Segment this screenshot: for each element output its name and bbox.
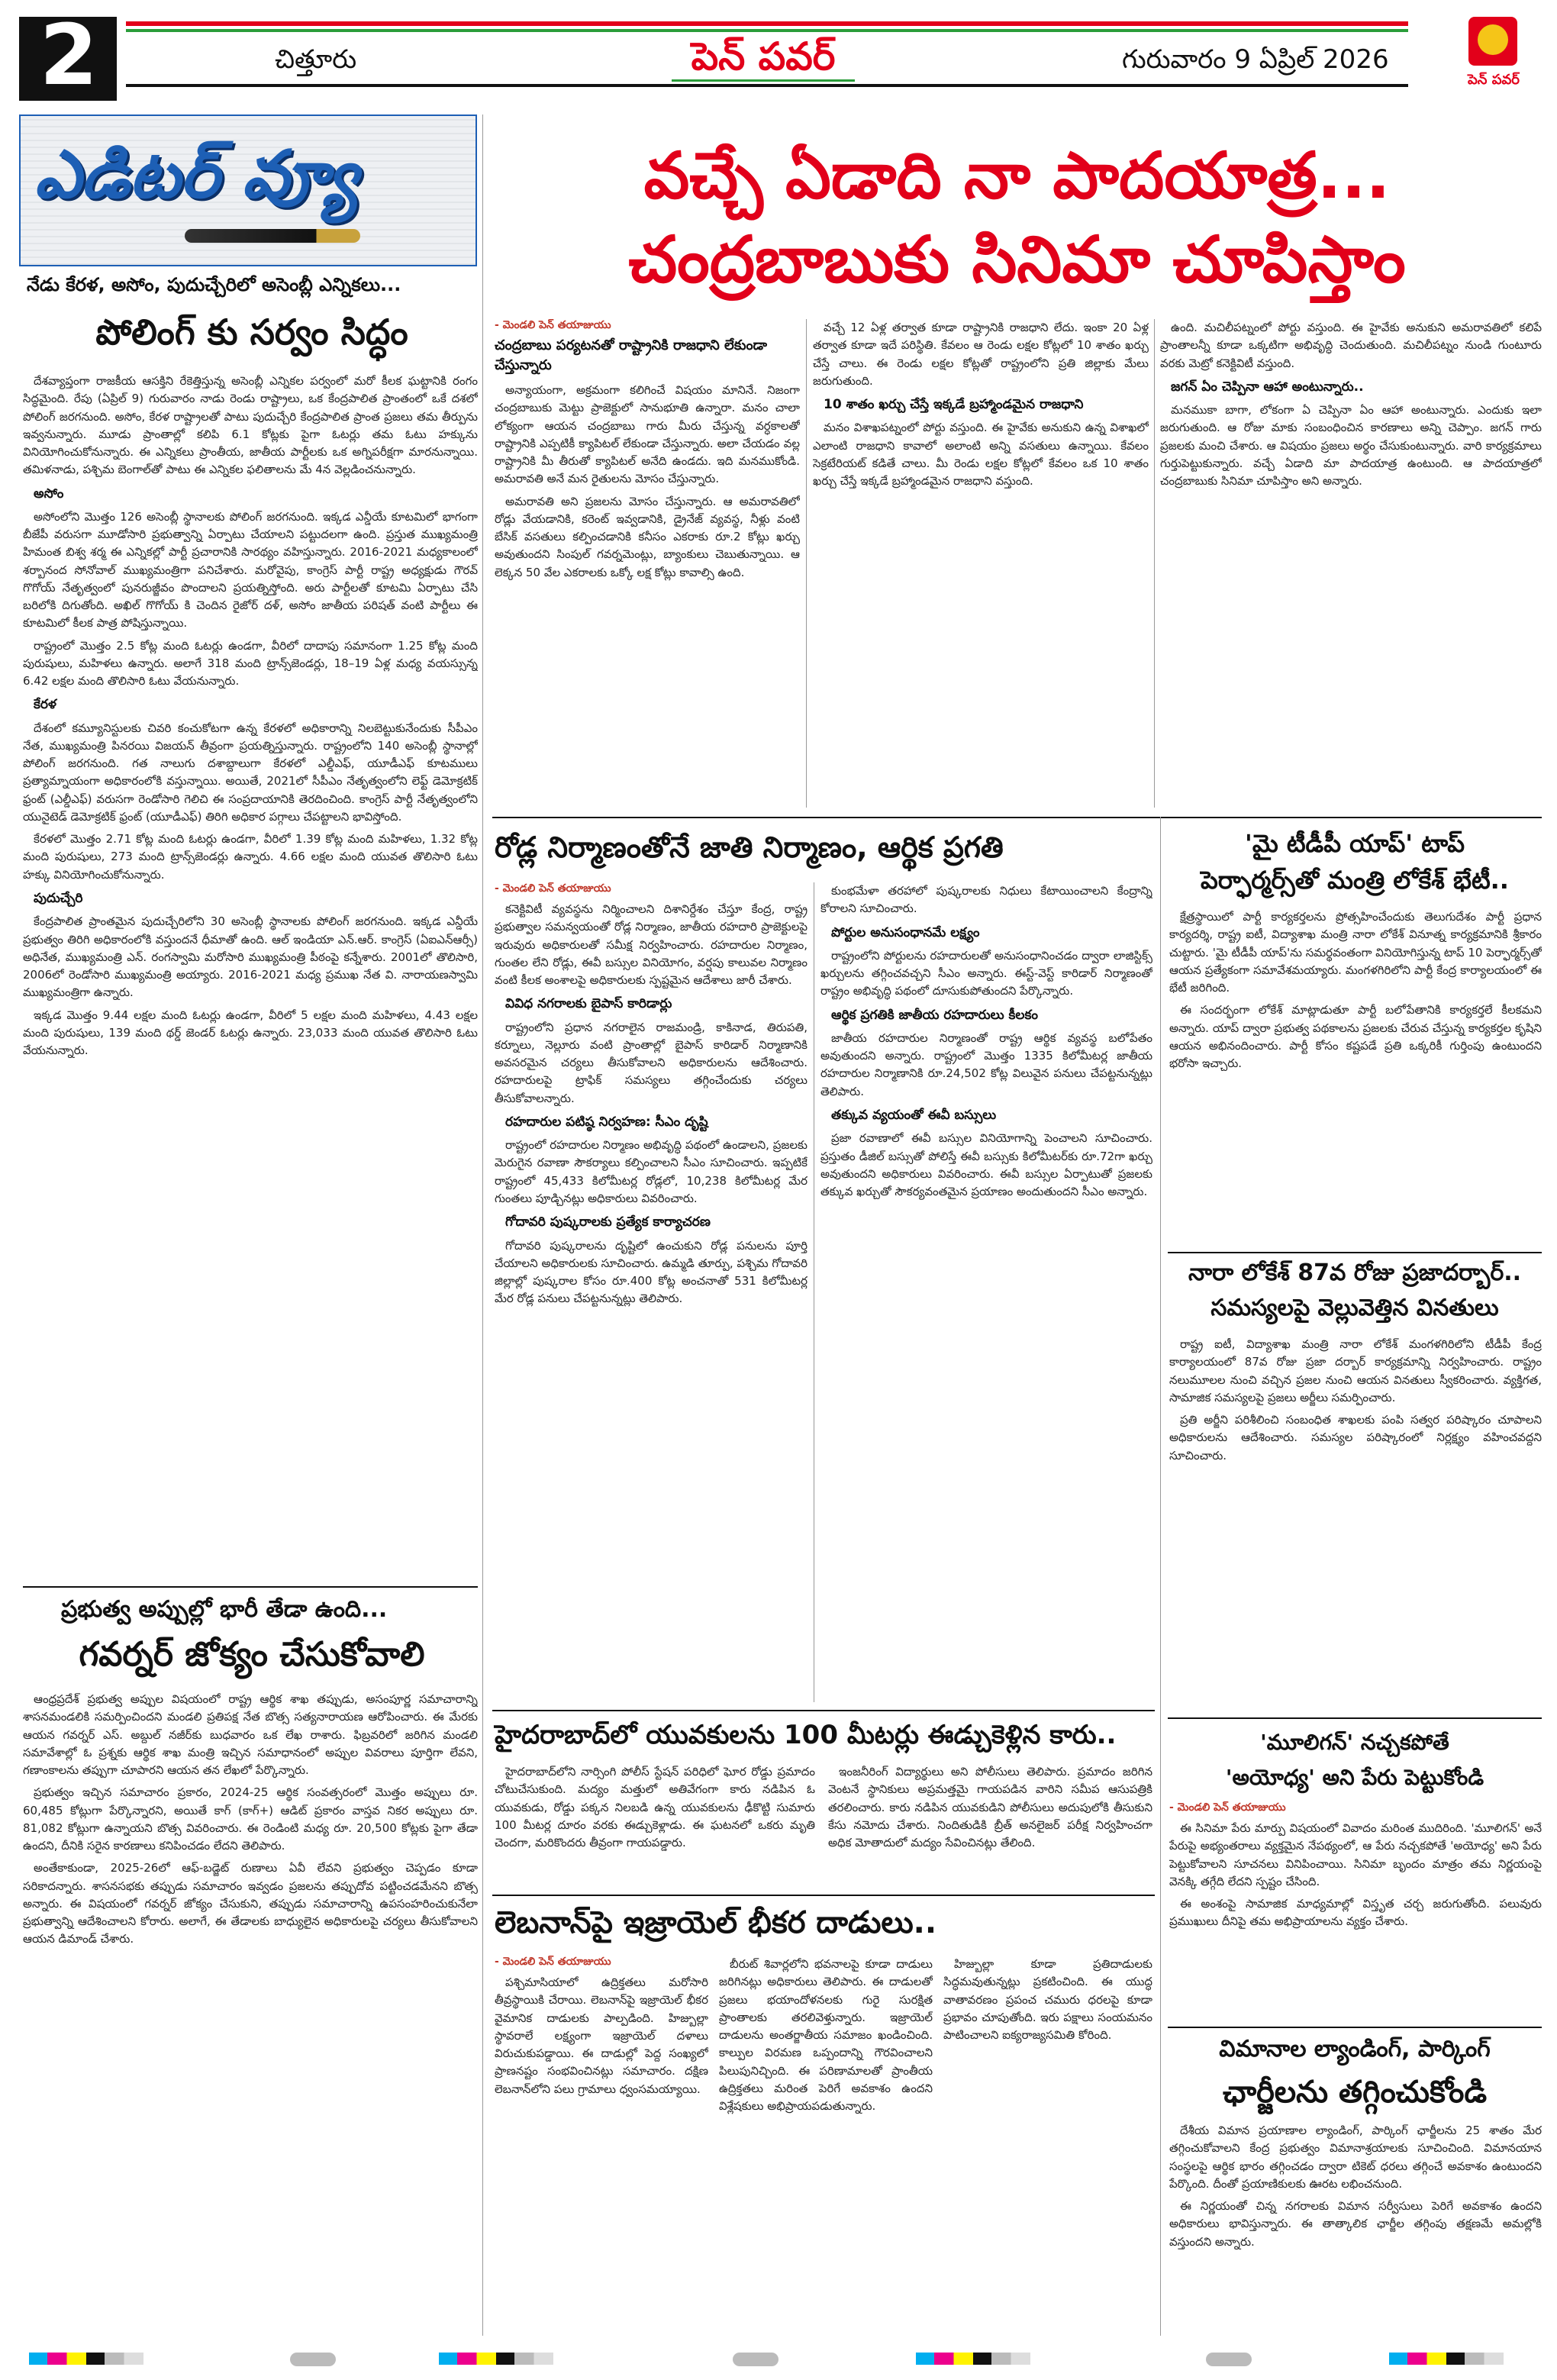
airport-divider <box>1168 2027 1542 2028</box>
page-number: 2 <box>39 6 98 104</box>
paper-logo <box>1452 14 1536 104</box>
editor-view-subhead: పుదుచ్చేరి <box>34 890 83 906</box>
masthead <box>0 0 1557 114</box>
pen-icon <box>185 229 360 243</box>
roads-body-col1 <box>495 901 808 1702</box>
ayodhya-headline-line1: 'మూలిగన్' నచ్చకపోతే <box>1260 1730 1449 1755</box>
ayodhya-byline: - మెండలి పెన్ తయాజుయు <box>1169 1801 1286 1814</box>
editor-view-banner <box>19 114 477 266</box>
lead-headline-line1: వచ్చే ఏడాది నా పాదయాత్ర... <box>643 138 1391 213</box>
lead-para: అమరావతి అని ప్రజలను మోసం చేస్తున్నారు. ఆ అమరావతిలో రోడ్లు వేయడానికి, కరెంట్ ఇవ్వడానికి, డ్రైనేజ్ వ్యవస్థ, నీళ్లు వంటి బేసిక్ వసతులు కల్పించడానికి కనీసం ఎకరాకు రూ.2 కోట్లు ఖర్చు అవుతుందని సింపుల్ గవర్నమెంట్లు, బ్యాంకులు చెబుతున్నాయి. ఆ లెక్కన 50 వేల ఎకరాలకు ఒక్కో లక్ష కోట్లు కావాల్సి ఉంది. <box>495 494 800 579</box>
column-rule-right <box>1160 817 1161 2336</box>
cmyk-strip-2 <box>439 2353 553 2365</box>
lead-subhead-3: జగన్ ఏం చెప్పినా ఆహా అంటున్నారు.. <box>1171 379 1364 395</box>
editor-view-para: ఇక్కడ మొత్తం 9.44 లక్షల మంది ఓటర్లు ఉండగా, వీరిలో 5 లక్షల మంది మహిళలు, 4.43 లక్షల మంది పురుషులు, 139 మంది థర్డ్ జెండర్ ఓటర్లు ఉన్నారు. 23,033 మంది యువత తొలిసారి ఓటు వేయనున్నారు. <box>23 1008 478 1058</box>
editor-view-kicker: నేడు కేరళ, అసోం, పుదుచ్చేరిలో అసెంబ్లీ ఎన్నికలు... <box>27 274 401 295</box>
governor-body <box>23 1691 478 2332</box>
roads-para: జాతీయ రహదారుల నిర్మాణంతో రాష్ట్ర ఆర్థిక వ్యవస్థ బలోపేతం అవుతుందని అన్నారు. రాష్ట్రంలో మొత్తం 1335 కిలోమీటర్ల జాతీయ రహదారుల నిర్మాణానికి రూ.24,502 కోట్ల విలువైన పనులు చేపట్టనున్నట్లు తెలిపారు. <box>820 1030 1152 1098</box>
lead-para: వచ్చే 12 ఏళ్ల తర్వాత కూడా రాష్ట్రానికి రాజధాని లేదు. ఇంకా 20 ఏళ్ల తర్వాత కూడా ఇదే పరిస్థితి. కేవలం ఆ రెండు లక్షల కోట్లలో 10 శాతం ఖర్చు చేస్తే చాలు. ఈ రెండు లక్షల కోట్లతో రాష్ట్రంలోని ప్రతి జిల్లాకు మేలు జరుగుతుంది. <box>813 321 1149 388</box>
lebanon-body-col1 <box>495 1974 708 2333</box>
registration-pill-1 <box>290 2353 336 2366</box>
lebanon-body-col3 <box>943 1956 1152 2333</box>
column-rule-left <box>482 114 483 2336</box>
registration-pill-2 <box>733 2353 778 2366</box>
editor-view-para: దేశంలో కమ్యూనిస్టులకు చివరి కంచుకోటగా ఉన్న కేరళలో అధికారాన్ని నిలబెట్టుకునేందుకు సీపీఎం నేత, ముఖ్యమంత్రి పినరయి విజయన్ తీవ్రంగా ప్రయత్నిస్తున్నారు. రాష్ట్రంలోని 140 అసెంబ్లీ స్థానాల్లో పోలింగ్ జరగనుంది. గత నాలుగు దశాబ్దాలుగా కేరళలో ఎల్డీఎఫ్, యూడీఎఫ్ కూటములు ప్రత్యామ్నాయంగా అధికారంలోకి వస్తున్నాయి. అయితే, 2021లో సీపీఎం నేతృత్వంలోని లెఫ్ట్ డెమోక్రటిక్ ఫ్రంట్ (ఎల్డీఎఫ్) వరుసగా రెండోసారి గెలిచి ఈ సంప్రదాయానికి తెరదించింది. కాంగ్రెస్ పార్టీ నేతృత్వంలోని యునైటెడ్ డెమోక్రటిక్ ఫ్రంట్ (యూడీఎఫ్) తిరిగి అధికార పగ్గాలు చేపట్టాలని భావిస్తోంది. <box>23 721 478 824</box>
darbar-para: ప్రతి అర్జీని పరిశీలించి సంబంధిత శాఖలకు పంపి సత్వర పరిష్కారం చూపాలని అధికారులను ఆదేశించారు. సమస్యల పరిష్కారంలో నిర్లక్ష్యం వహించవద్దని సూచించారు. <box>1169 1413 1542 1463</box>
masthead-stripe-red-left <box>126 21 1408 26</box>
lead-para: ఉంది. మచిలీపట్నంలో పోర్టు వస్తుంది. ఈ హైవేకు అనుకుని అమరావతిలో కలిపే ప్రాంతాలన్నీ కూడా ఒక్కటిగా అభివృద్ధి చెందుతుంది. మచిలీపట్నం నుండి గుంటూరు వరకు మెట్రో కనెక్టివిటీ వస్తుంది. <box>1160 321 1542 370</box>
roads-subhead: ఆర్థిక ప్రగతికి జాతీయ రహదారులు కీలకం <box>831 1007 1038 1023</box>
editor-view-para: కేరళలో మొత్తం 2.71 కోట్ల మంది ఓటర్లు ఉండగా, వీరిలో 1.39 కోట్ల మంది మహిళలు, 1.32 కోట్ల మంది పురుషులు, 273 మంది ట్రాన్స్‌జెండర్లు ఉన్నారు. 4.66 లక్షల మంది యువత తొలిసారి ఓటు హక్కు వినియోగించుకోనున్నారు. <box>23 832 478 882</box>
editor-view-label: ఎడిటర్ వ్యూ <box>34 137 359 213</box>
darbar-divider <box>1168 1252 1542 1253</box>
roads-subhead: తక్కువ వ్యయంతో ఈవీ బస్సులు <box>831 1107 997 1123</box>
editor-view-para: దేశవ్యాప్తంగా రాజకీయ ఆసక్తిని రేకెత్తిస్తున్న అసెంబ్లీ ఎన్నికల పర్వంలో మరో కీలక ఘట్టానికి రంగం సిద్ధమైంది. రేపు (ఏప్రిల్ 9) గురువారం నాడు రెండు రాష్ట్రాలు, ఒక కేంద్రపాలిత ప్రాంతంలో ఒకే దశలో పోలింగ్ జరగనుంది. అసోం, కేరళ రాష్ట్రాలతో పాటు పుదుచ్చేరి కేంద్రపాలిత ప్రాంత ప్రజలు తమ తీర్పును ఇవ్వనున్నారు. మూడు ప్రాంతాల్లో కలిపి 6.1 కోట్లకు పైగా ఓటర్లు తమ ఓటు హక్కును వినియోగించుకోనున్నారు. ఈ ఎన్నికలు ప్రాంతీయ, జాతీయ పార్టీలకు ఒక అగ్నిపరీక్షగా మారనున్నాయి. తమిళనాడు, పశ్చిమ బెంగాల్‌తో పాటు ఈ ఎన్నికల ఫలితాలను మే 4న వెల్లడించనున్నారు. <box>23 374 478 477</box>
editor-view-para: రాష్ట్రంలో మొత్తం 2.5 కోట్ల మంది ఓటర్లు ఉండగా, వీరిలో దాదాపు సమానంగా 1.25 కోట్ల మంది పురుషులు, మహిళలు ఉన్నారు. అలాగే 318 మంది ట్రాన్స్‌జెండర్లు, 18–19 ఏళ్ల మధ్య వయస్సున్న 6.42 లక్షల మంది తొలిసారి ఓటు వేయనున్నారు. <box>23 638 478 689</box>
lead-byline: - మెండలి పెన్ తయాజుయు <box>495 319 611 331</box>
roads-subhead: రహదారుల పటిష్ఠ నిర్వహణ: సీఎం దృష్టి <box>505 1114 708 1130</box>
roads-para: రాష్ట్రంలో రహదారుల నిర్మాణం అభివృద్ధి పథంలో ఉండాలని, ప్రజలకు మెరుగైన రవాణా సౌకర్యాలు కల్పించాలని సీఎం సూచించారు. ఇప్పటికే రాష్ట్రంలో 45,433 కిలోమీటర్ల రోడ్లలో, 10,238 కిలోమీటర్ల మేర గుంతలు పూడ్చినట్లు అధికారులు వివరించారు. <box>495 1138 808 1205</box>
lokesh-body <box>1169 908 1542 1244</box>
car-para: హైదరాబాద్‌లోని నార్సింగి పోలీస్ స్టేషన్ పరిధిలో ఘోర రోడ్డు ప్రమాదం చోటుచేసుకుంది. మద్యం మత్తులో అతివేగంగా కారు నడిపిన ఓ యువకుడు, రోడ్డు పక్కన నిలబడి ఉన్న యువకులను ఢీకొట్టి సుమారు 100 మీటర్ల దూరం వరకు ఈడ్చుకెళ్లాడు. ఈ ఘటనలో ఒకరు మృతి చెందగా, మరికొందరు తీవ్రంగా గాయపడ్డారు. <box>495 1765 815 1849</box>
airport-para: ఈ నిర్ణయంతో చిన్న నగరాలకు విమాన సర్వీసులు పెరిగే అవకాశం ఉందని అధికారులు భావిస్తున్నారు. ఈ తాత్కాలిక ఛార్జీల తగ్గింపు తక్షణమే అమల్లోకి వస్తుందని అన్నారు. <box>1169 2199 1542 2249</box>
masthead-city: చిత్తూరు <box>275 44 357 75</box>
lead-body-col3 <box>1160 319 1542 808</box>
roads-body-col2 <box>820 882 1152 1702</box>
lebanon-headline: లెబనాన్‌పై ఇజ్రాయెల్ భీకర దాడులు.. <box>495 1905 937 1940</box>
lead-para: మనం విశాఖపట్నంలో పోర్టు వస్తుంది. ఈ హైవేకు అనుకుని ఉన్న విశాఖలో ఎలాంటి రాజధాని కావాలో అలాంటి అన్ని వసతులు ఉన్నాయి. కేవలం సెక్రటేరియట్ కడితే చాలు. మీ రెండు లక్షల కోట్లలో కేవలం ఒక 10 శాతం ఖర్చు చేస్తే ఇక్కడే బ్రహ్మాండమైన రాజధాని వస్తుంది. <box>813 421 1149 489</box>
lead-subhead: చంద్రబాబు పర్యటనతో రాష్ట్రానికి రాజధాని లేకుండా చేస్తున్నారు <box>495 337 767 373</box>
lead-subhead-2: 10 శాతం ఖర్చు చేస్తే ఇక్కడే బ్రహ్మాండమైన రాజధాని <box>824 397 1084 412</box>
ayodhya-para: ఈ అంశంపై సామాజిక మాధ్యమాల్లో విస్తృత చర్చ జరుగుతోంది. పలువురు ప్రముఖులు దీనిపై తమ అభిప్రాయాలను వ్యక్తం చేశారు. <box>1169 1897 1542 1929</box>
governor-headline: గవర్నర్ జోక్యం చేసుకోవాలి <box>79 1635 425 1674</box>
editor-view-para: అసోంలోని మొత్తం 126 అసెంబ్లీ స్థానాలకు పోలింగ్ జరగనుంది. ఇక్కడ ఎన్డీయే కూటమిలో భాగంగా బీజేపీ వరుసగా మూడోసారి ప్రభుత్వాన్ని ఏర్పాటు చేయాలని పట్టుదలగా ఉంది. ప్రస్తుత ముఖ్యమంత్రి హిమంత బిశ్వ శర్మ ఈ ఎన్నికల్లో పార్టీ ప్రచారానికి సారథ్యం వహిస్తున్నారు. 2016-2021 మధ్యకాలంలో శర్బానంద సోనోవాల్ ముఖ్యమంత్రిగా పనిచేశారు. మరోవైపు, కాంగ్రెస్ పార్టీ రాష్ట్ర అధ్యక్షుడు గౌరవ్ గొగోయ్ నేతృత్వంలో పునరుజ్జీవం పొందాలని ప్రయత్నిస్తోంది. అరు పార్టీలతో కూటమి ఏర్పాటు చేసి బరిలోకి దిగుతోంది. అఖిల్ గొగోయ్ కి చెందిన రైజోర్ దళ్, అసోం జాతీయ పరిషత్ వంటి పార్టీలు ఈ కూటమిలో కీలక పాత్ర పోషిస్తున్నాయి. <box>23 509 478 630</box>
roads-byline: - మెండలి పెన్ తయాజుయు <box>495 882 611 895</box>
lebanon-divider <box>492 1895 1155 1896</box>
logo-text: పెన్ పవర్ <box>1468 72 1520 88</box>
ayodhya-headline-line2: 'అయోధ్య' అని పేరు పెట్టుకోండి <box>1225 1765 1484 1790</box>
registration-pill-3 <box>1206 2353 1252 2366</box>
logo-mark-inner <box>1478 24 1508 55</box>
lebanon-byline: - మెండలి పెన్ తయాజుయు <box>495 1956 611 1968</box>
left-divider <box>23 1586 478 1588</box>
editor-view-body <box>23 372 478 1399</box>
roads-para: కుంభమేళా తరహాలో పుష్కరాలకు నిధులు కేటాయించాలని కేంద్రాన్ని కోరాలని సూచించారు. <box>820 884 1152 916</box>
cmyk-strip-4 <box>1389 2353 1504 2365</box>
lead-divider <box>492 817 1542 818</box>
editor-view-subhead: కేరళ <box>34 697 56 713</box>
governor-kicker: ప్రభుత్వ అప్పుల్లో భారీ తేడా ఉంది... <box>61 1596 388 1623</box>
car-body-col2 <box>828 1763 1152 1885</box>
airport-para: దేశీయ విమాన ప్రయాణాల ల్యాండింగ్, పార్కింగ్ ఛార్జీలను 25 శాతం మేర తగ్గించుకోవాలని కేంద్ర ప్రభుత్వం విమానాశ్రయాలకు సూచించింది. విమానయాన సంస్థలపై ఆర్థిక భారం తగ్గించడం ద్వారా టికెట్ ధరలు తగ్గించే అవకాశం ఉంటుందని పేర్కొంది. దీంతో ప్రయాణికులకు ఊరట లభించనుంది. <box>1169 2124 1542 2191</box>
roads-subhead: వివిధ నగరాలకు బైపాస్ కారిడార్లు <box>505 996 672 1012</box>
ayodhya-body <box>1169 1820 1542 2020</box>
darbar-body <box>1169 1336 1542 1710</box>
darbar-para: రాష్ట్ర ఐటీ, విద్యాశాఖ మంత్రి నారా లోకేశ్ మంగళగిరిలోని టీడీపీ కేంద్ర కార్యాలయంలో 87వ రోజు ప్రజా దర్బార్ కార్యక్రమాన్ని నిర్వహించారు. రాష్ట్రం నలుమూలల నుంచి వచ్చిన ప్రజల నుంచి ఆయన వినతులు స్వీకరించారు. వ్యక్తిగత, సామాజిక సమస్యలపై ప్రజలు అర్జీలు సమర్పించారు. <box>1169 1337 1542 1404</box>
roads-headline: రోడ్ల నిర్మాణంతోనే జాతి నిర్మాణం, ఆర్థిక ప్రగతి <box>495 830 1004 864</box>
car-body-col1 <box>495 1763 815 1885</box>
governor-para: ఆంధ్రప్రదేశ్ ప్రభుత్వ అప్పుల విషయంలో రాష్ట్ర ఆర్థిక శాఖ తప్పుడు, అసంపూర్ణ సమాచారాన్ని శాసనమండలికి సమర్పించిందని మండలి ప్రతిపక్ష నేత బొత్స సత్యనారాయణ ఆరోపించారు. ఈ మేరకు ఆయన గవర్నర్ ఎస్. అబ్దుల్ నజీర్‌కు బుధవారం ఒక లేఖ రాశారు. ఫిబ్రవరిలో జరిగిన మండలి సమావేశాల్లో ఓ ప్రశ్నకు ఆర్థిక శాఖ మంత్రి ఇచ్చిన సమాధానంలో అప్పుల వివరాలు పూర్తిగా లేవని, గణాంకాలను తప్పుగా చూపారని ఆయన తన లేఖలో పేర్కొన్నారు. <box>23 1692 478 1777</box>
lokesh-headline-line2: పెర్ఫార్మర్స్‌తో మంత్రి లోకేశ్ భేటీ.. <box>1201 866 1509 895</box>
cmyk-strip-3 <box>916 2353 1030 2365</box>
airport-headline-line1: విమానాల ల్యాండింగ్, పార్కింగ్ <box>1219 2036 1491 2062</box>
lebanon-para: పశ్చిమాసియాలో ఉద్రిక్తతలు మరోసారి తీవ్రస్థాయికి చేరాయి. లెబనాన్‌పై ఇజ్రాయెల్ భీకర వైమానిక దాడులకు పాల్పడింది. హిజ్బుల్లా స్థావరాలే లక్ష్యంగా ఇజ్రాయెల్ దళాలు విరుచుకుపడ్డాయి. ఈ దాడుల్లో పెద్ద సంఖ్యలో ప్రాణనష్టం సంభవించినట్లు సమాచారం. దక్షిణ లెబనాన్‌లోని పలు గ్రామాలు ధ్వంసమయ్యాయి. <box>495 1975 708 2096</box>
lead-body-col1 <box>495 382 800 809</box>
darbar-headline-line1: నారా లోకేశ్ 87వ రోజు ప్రజాదర్బార్.. <box>1188 1259 1522 1286</box>
lead-para: మనముకా బాగా, లోకంగా ఏ చెప్పినా ఏం ఆహా అంటున్నారు. ఎందుకు ఇలా జరుగుతుంది. ఆ రోజు మాకు సంబంధించిన కారణాలు అన్ని చెప్పాం. జగన్ గారు ప్రజలకు మంచి చేశారు. ఆ విషయం ప్రజలు అర్థం చేసుకుంటున్నారు. వారి కార్యక్రమాలు గుర్తుపెట్టుకున్నారు. వచ్చే ఏడాది మా పాదయాత్ర ఉంటుంది. ఆ పాదయాత్రలో చంద్రబాబుకు సినిమా చూపిస్తాం అని అన్నారు. <box>1160 403 1542 489</box>
roads-subhead: గోదావరి పుష్కరాలకు ప్రత్యేక కార్యాచరణ <box>505 1214 711 1230</box>
masthead-rule-bottom <box>126 84 1408 87</box>
masthead-date: గురువారం 9 ఏప్రిల్ 2026 <box>1122 44 1389 75</box>
editor-view-headline: పోలింగ్ కు సర్వం సిద్ధం <box>95 311 408 353</box>
roads-para: రాష్ట్రంలోని పోర్టులను రహదారులతో అనుసంధానించడం ద్వారా లాజిస్టిక్స్ ఖర్చులను తగ్గించవచ్చని సీఎం అన్నారు. ఈస్ట్-వెస్ట్ కారిడార్ నిర్మాణంతో రాష్ట్రం అభివృద్ధి పథంలో దూసుకుపోతుందని పేర్కొన్నారు. <box>820 948 1152 998</box>
lead-body-col2 <box>813 319 1149 808</box>
lokesh-para: ఈ సందర్భంగా లోకేశ్ మాట్లాడుతూ పార్టీ బలోపేతానికి కార్యకర్తలే కీలకమని అన్నారు. యాప్ ద్వారా ప్రభుత్వ పథకాలను ప్రజలకు చేరువ చేస్తున్న కార్యకర్తల కృషిని ఆయన అభినందించారు. పార్టీ కోసం కష్టపడే ప్రతి ఒక్కరికీ గుర్తింపు ఉంటుందని భరోసా ఇచ్చారు. <box>1169 1003 1542 1070</box>
governor-para: ప్రభుత్వం ఇచ్చిన సమాచారం ప్రకారం, 2024-25 ఆర్థిక సంవత్సరంలో మొత్తం అప్పులు రూ. 60,485 కోట్లుగా పేర్కొన్నారని, అయితే కాగ్ (కాగ్+) ఆడిట్ ప్రకారం వాస్తవ నికర అప్పులు రూ. 81,082 కోట్లుగా ఉన్నాయని బొత్స వివరించారు. ఈ రెండింటి మధ్య రూ. 20,500 కోట్లకు పైగా తేడా ఉందని, దీనికి సరైన కారణాలు కనిపించడం లేదని తెలిపారు. <box>23 1785 478 1853</box>
airport-headline-line2: ఛార్జీలను తగ్గించుకోండి <box>1222 2075 1488 2110</box>
paper-name: పెన్ పవర్ <box>691 34 836 79</box>
cmyk-strip-1 <box>29 2353 143 2365</box>
lebanon-body-col2 <box>719 1956 933 2333</box>
editor-view-para: కేంద్రపాలిత ప్రాంతమైన పుదుచ్చేరిలోని 30 అసెంబ్లీ స్థానాలకు పోలింగ్ జరగనుంది. ఇక్కడ ఎన్డీయే ప్రభుత్వం తిరిగి అధికారంలోకి వస్తుందనే ధీమాతో ఉంది. ఆల్ ఇండియా ఎన్.ఆర్. కాంగ్రెస్ (ఏఐఎన్ఆర్సీ) అధినేత, ముఖ్యమంత్రి ఎన్. రంగస్వామి మరోసారి ముఖ్యమంత్రి పీఠంపై కన్నేశారు. 2001లో తొలిసారి, 2006లో రెండోసారి ముఖ్యమంత్రి అయ్యారు. 2016-2021 మధ్య ప్రముఖ నేత వి. నారాయణస్వామి ముఖ్యమంత్రిగా ఉన్నారు. <box>23 914 478 1000</box>
lead-headline-line2: చంద్రబాబుకు సినిమా చూపిస్తాం <box>628 222 1406 297</box>
lokesh-para: క్షేత్రస్థాయిలో పార్టీ కార్యకర్తలను ప్రోత్సహించేందుకు తెలుగుదేశం పార్టీ ప్రధాన కార్యదర్శి, రాష్ట్ర ఐటీ, విద్యాశాఖ మంత్రి నారా లోకేశ్ వినూత్న కార్యక్రమానికి శ్రీకారం చుట్టారు. 'మై టీడీపీ యాప్'ను సమర్థవంతంగా వినియోగిస్తున్న టాప్ 10 పెర్ఫార్మర్స్‌తో ఆయన ప్రత్యేకంగా సమావేశమయ్యారు. మంగళగిరిలోని పార్టీ కేంద్ర కార్యాలయంలో ఈ భేటీ జరిగింది. <box>1169 910 1542 995</box>
ayodhya-divider <box>1168 1717 1542 1719</box>
car-headline: హైదరాబాద్‌లో యువకులను 100 మీటర్లు ఈడ్చుకెళ్లిన కారు.. <box>495 1720 1117 1750</box>
roads-para: గోదావరి పుష్కరాలను దృష్టిలో ఉంచుకుని రోడ్ల పనులను పూర్తి చేయాలని అధికారులకు సూచించారు. ఉమ్మడి తూర్పు, పశ్చిమ గోదావరి జిల్లాల్లో పుష్కరాల కోసం రూ.400 కోట్ల అంచనాతో 531 కిలోమీటర్ల మేర రోడ్ల పనులు చేపట్టనున్నట్లు తెలిపారు. <box>495 1238 808 1306</box>
roads-para: కనెక్టివిటీ వ్యవస్థను నిర్మించాలని దిశానిర్దేశం చేస్తూ కేంద్ర, రాష్ట్ర ప్రభుత్వాల సమన్వయంతో రోడ్ల నిర్మాణం, జాతీయ రహదారి ప్రాజెక్టులపై ఇరువురు అధికారులతో సమీక్ష నిర్వహించారు. రహదారుల నిర్మాణం, గుంతల లేని రోడ్లు, ఈవీ బస్సుల వినియోగం, వర్షపు కాలువల నిర్మాణం వంటి కీలక అంశాలపై అధికారులకు స్పష్టమైన ఆదేశాలు జారీ చేశారు. <box>495 902 808 987</box>
governor-para: అంతేకాకుండా, 2025-26లో ఆఫ్-బడ్జెట్ రుణాలు ఏవీ లేవని ప్రభుత్వం చెప్పడం కూడా సరికాదన్నారు. శాసనసభకు తప్పుడు సమాచారం ఇవ్వడం ప్రజలను తప్పుదోవ పట్టించడమేనని బొత్స అన్నారు. ఈ విషయంలో గవర్నర్ జోక్యం చేసుకుని, తప్పుడు సమాచారాన్ని ఉపసంహరించుకునేలా ప్రభుత్వాన్ని ఆదేశించాలని కోరారు. అలాగే, ఈ తేడాలకు బాధ్యులైన అధికారులపై చర్యలు తీసుకోవాలని ఆయన డిమాండ్ చేశారు. <box>23 1861 478 1946</box>
darbar-headline-line2: సమస్యలపై వెల్లువెత్తిన వినతులు <box>1210 1295 1499 1321</box>
lebanon-para: హిజ్బుల్లా కూడా ప్రతిదాడులకు సిద్ధమవుతున్నట్లు ప్రకటించింది. ఈ యుద్ధ వాతావరణం ప్రపంచ చమురు ధరలపై కూడా ప్రభావం చూపుతోంది. ఇరు పక్షాలు సంయమనం పాటించాలని ఐక్యరాజ్యసమితి కోరింది. <box>943 1957 1152 2042</box>
roads-subhead: పోర్టుల అనుసంధానమే లక్ష్యం <box>831 924 980 940</box>
column-rule-lead-1 <box>806 319 807 808</box>
ayodhya-para: ఈ సినిమా పేరు మార్పు విషయంలో వివాదం మరింత ముదిరింది. 'మూలిగన్' అనే పేరుపై అభ్యంతరాలు వ్యక్తమైన నేపథ్యంలో, ఆ పేరు నచ్చకపోతే 'అయోధ్య' అని పేరు పెట్టుకోవాలని సూచనలు వినిపించాయి. సినిమా బృందం మాత్రం తమ నిర్ణయంపై వెనక్కి తగ్గేది లేదని స్పష్టం చేసింది. <box>1169 1821 1542 1888</box>
editor-view-subhead: అసోం <box>34 485 64 501</box>
column-rule-lead-2 <box>1154 319 1155 808</box>
lokesh-headline-line1: 'మై టీడీపీ యాప్' టాప్ <box>1245 829 1465 858</box>
roads-para: ప్రజా రవాణాలో ఈవీ బస్సుల వినియోగాన్ని పెంచాలని సూచించారు. ప్రస్తుతం డీజిల్ బస్సుతో పోలిస్తే ఈవీ బస్సుకు కిలోమీటర్‌కు రూ.72గా ఖర్చు అవుతుందని అధికారులు వివరించారు. ఈవీ బస్సుల ఏర్పాటుతో ప్రజలకు తక్కువ ఖర్చుతో సౌకర్యవంతమైన ప్రయాణం అందుతుందని సీఎం అన్నారు. <box>820 1131 1152 1199</box>
airport-body <box>1169 2122 1542 2332</box>
roads-para: రాష్ట్రంలోని ప్రధాన నగరాలైన రాజమండ్రి, కాకినాడ, తిరుపతి, కర్నూలు, నెల్లూరు వంటి ప్రాంతాల్లో బైపాస్ కారిడార్ నిర్మాణానికి అవసరమైన చర్యలు తీసుకోవాలని అధికారులను ఆదేశించారు. రహదారులపై ట్రాఫిక్ సమస్యలు తగ్గించేందుకు చర్యలు తీసుకోవాలన్నారు. <box>495 1020 808 1105</box>
car-para: ఇంజనీరింగ్ విద్యార్థులు అని పోలీసులు తెలిపారు. ప్రమాదం జరిగిన వెంటనే స్థానికులు అప్రమత్తమై గాయపడిన వారిని సమీప ఆసుపత్రికి తరలించారు. కారు నడిపిన యువకుడిని పోలీసులు అదుపులోకి తీసుకుని కేసు నమోదు చేశారు. నిందితుడికి బ్రీత్ అనలైజర్ పరీక్ష నిర్వహించగా అధిక మోతాదులో మద్యం సేవించినట్లు తేలింది. <box>828 1765 1152 1849</box>
paper-name-underline <box>672 79 855 82</box>
footer-color-bar <box>0 2343 1557 2380</box>
lebanon-para: బీరుట్ శివార్లలోని భవనాలపై కూడా దాడులు జరిగినట్లు అధికారులు తెలిపారు. ఈ దాడులతో ప్రజలు భయాందోళనలకు గురై సురక్షిత ప్రాంతాలకు తరలివెళ్తున్నారు. ఇజ్రాయెల్ దాడులను అంతర్జాతీయ సమాజం ఖండించింది. కాల్పుల విరమణ ఒప్పందాన్ని గౌరవించాలని పిలుపునిచ్చింది. ఈ పరిణామాలతో ప్రాంతీయ ఉద్రిక్తతలు మరింత పెరిగే అవకాశం ఉందని విశ్లేషకులు అభిప్రాయపడుతున్నారు. <box>719 1957 933 2113</box>
car-divider <box>492 1710 1155 1711</box>
lead-para: అన్యాయంగా, అక్రమంగా కలిగించే విషయం మానినే. నిజంగా చంద్రబాబుకు మెట్టు ప్రాజెక్టులో సానుభూతి ఉన్నారా. మనం చాలా లోక్యంగా ఆయన చంద్రబాబు గారు మీరు చేస్తున్న వర్ధకాలతో రాష్ట్రానికి ఎప్పటికీ క్యాపిటల్ లేకుండా చేస్తున్నారు. అలా చేయడం వల్ల రాష్ట్రానికి మీ తీరుతో క్యాపిటల్ అనేది ఉండదు. ఇది మనముకోండి. అమరావతి అనే మన రైతులను మోసం చేస్తున్నారు. <box>495 383 800 486</box>
